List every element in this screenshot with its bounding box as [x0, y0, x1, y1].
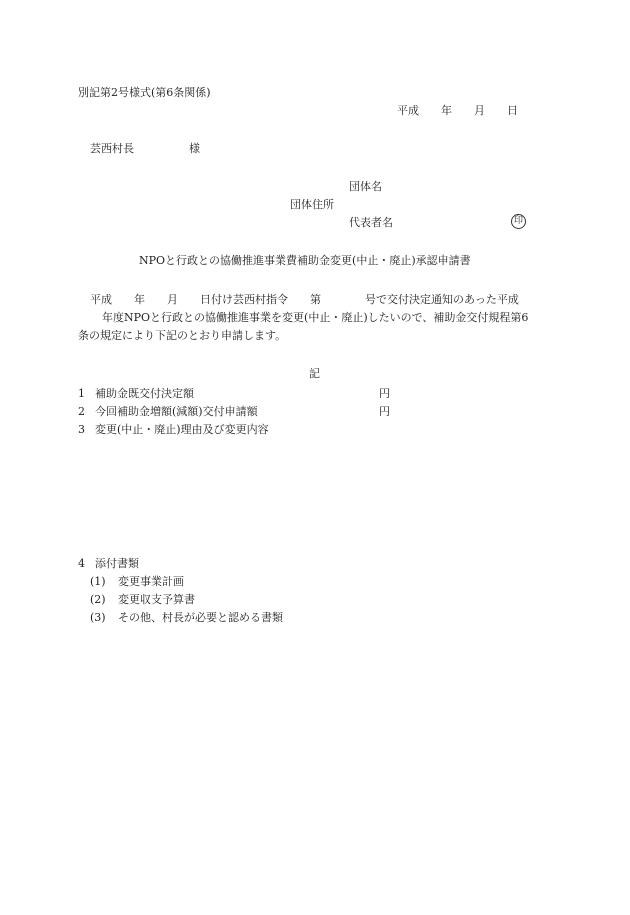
attachment-3-label: その他、村長が必要と認める書類: [118, 611, 283, 624]
attachment-1-number: (1): [90, 575, 106, 588]
date-line: 平成 年 月 日: [397, 104, 518, 117]
group-address-label: 団体住所: [290, 198, 334, 211]
body-line-2: 年度NPOと行政との協働推進事業を変更(中止・廃止)したいので、補助金交付規程第6: [102, 311, 529, 324]
addressee: 芸西村長 様: [90, 142, 200, 155]
item-1-number: 1: [78, 387, 85, 400]
item-3-label: 変更(中止・廃止)理由及び変更内容: [95, 423, 269, 436]
item-1-label: 補助金既交付決定額: [95, 387, 194, 400]
item-4-number: 4: [78, 557, 85, 570]
body-line-3: 条の規定により下記のとおり申請します。: [78, 329, 287, 342]
seal-mark: 印: [511, 214, 526, 229]
attachment-3-number: (3): [90, 611, 106, 624]
item-2-unit: 円: [379, 405, 390, 418]
document-title: NPOと行政との協働推進事業費補助金変更(中止・廃止)承認申請書: [139, 254, 471, 267]
representative-label: 代表者名: [349, 216, 393, 229]
group-name-label: 団体名: [349, 180, 382, 193]
attachment-2-label: 変更収支予算書: [118, 593, 195, 606]
item-2-number: 2: [78, 405, 85, 418]
ki-heading: 記: [309, 367, 320, 380]
item-3-number: 3: [78, 423, 85, 436]
form-label: 別記第2号様式(第6条関係): [78, 86, 211, 99]
item-4-label: 添付書類: [95, 557, 139, 570]
item-2-label: 今回補助金増額(減額)交付申請額: [95, 405, 258, 418]
attachment-1-label: 変更事業計画: [118, 575, 184, 588]
item-1-unit: 円: [379, 387, 390, 400]
body-line-1: 平成 年 月 日付け芸西村指令 第 号で交付決定通知のあった平成: [90, 293, 519, 306]
attachment-2-number: (2): [90, 593, 106, 606]
